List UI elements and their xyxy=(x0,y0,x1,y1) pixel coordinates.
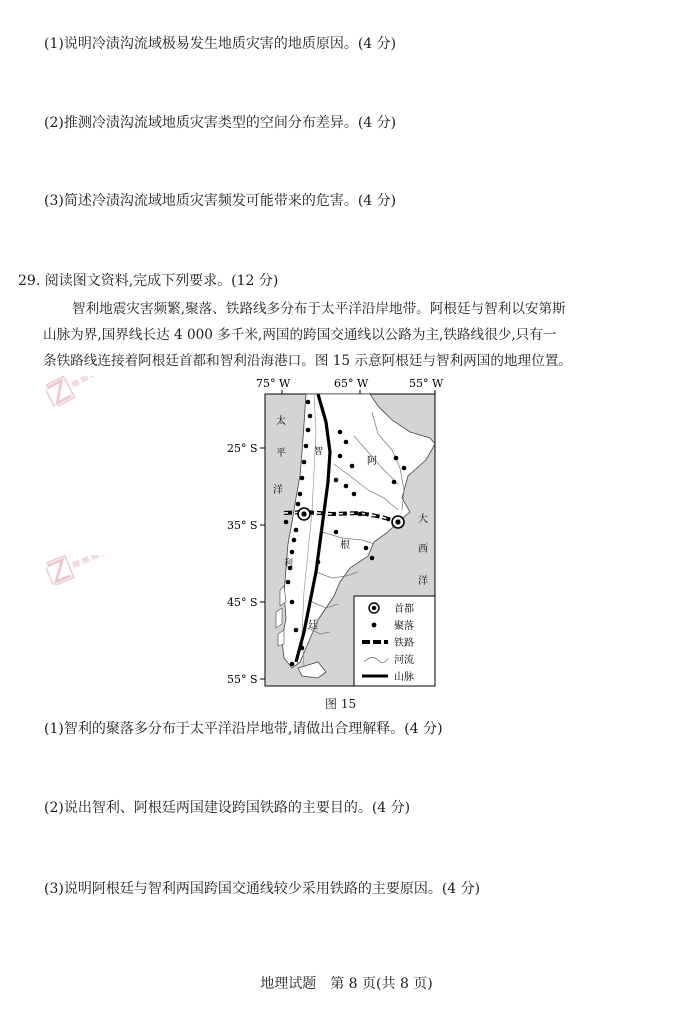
watermark-logo-icon xyxy=(46,555,146,585)
legend-railway-label: 铁路 xyxy=(394,638,414,649)
atlantic-char-2: 西 xyxy=(418,544,428,555)
watermark-logo-icon xyxy=(46,376,136,406)
atlantic-char-1: 大 xyxy=(418,514,428,525)
q29-paragraph-line-3: 条铁路线连接着阿根廷首都和智利沿海港口。图 15 示意阿根廷与智利两国的地理位置。 xyxy=(43,353,572,369)
legend-mountain-label: 山脉 xyxy=(394,672,414,683)
page-footer: 地理试题 第 8 页(共 8 页) xyxy=(260,976,433,992)
argentina-char-3: 廷 xyxy=(308,620,318,631)
lon-label-65w: 65° W xyxy=(334,377,369,390)
figure-caption: 图 15 xyxy=(325,697,357,711)
legend-river-label: 河流 xyxy=(394,655,414,666)
legend-settlement-label: 聚落 xyxy=(394,621,414,632)
lat-label-35s: 35° S xyxy=(227,519,258,532)
pacific-char-1: 太 xyxy=(276,416,286,427)
lat-label-25s: 25° S xyxy=(227,442,258,455)
chile-char-2: 利 xyxy=(284,559,294,569)
q29-sub-question-3: (3)说明阿根廷与智利两国跨国交通线较少采用铁路的主要原因。(4 分) xyxy=(44,881,481,897)
question-3: (3)简述冷渍沟流域地质灾害频发可能带来的危害。(4 分) xyxy=(44,193,397,209)
atlantic-char-3: 洋 xyxy=(418,576,428,587)
q29-paragraph-line-1: 智利地震灾害频繁,聚落、铁路线多分布于太平洋沿岸地带。阿根廷与智利以安第斯 xyxy=(72,301,566,317)
pacific-char-2: 平 xyxy=(276,448,286,459)
lat-label-45s: 45° S xyxy=(227,596,258,609)
chile-char-1: 智 xyxy=(314,447,324,457)
map-figure-15 xyxy=(222,372,454,694)
q29-sub-question-2: (2)说出智利、阿根廷两国建设跨国铁路的主要目的。(4 分) xyxy=(44,800,411,816)
lon-label-75w: 75° W xyxy=(256,377,291,390)
question-2: (2)推测冷渍沟流域地质灾害类型的空间分布差异。(4 分) xyxy=(44,115,397,131)
capital-santiago xyxy=(298,508,310,520)
pacific-char-3: 洋 xyxy=(273,485,283,496)
question-29-heading: 29. 阅读图文资料,完成下列要求。(12 分) xyxy=(18,273,279,289)
q29-paragraph-line-2: 山脉为界,国界线长达 4 000 多千米,两国的跨国交通线以公路为主,铁路线很少,只有一 xyxy=(43,327,557,343)
question-1: (1)说明冷渍沟流域极易发生地质灾害的地质原因。(4 分) xyxy=(44,36,397,52)
map-legend xyxy=(354,596,435,686)
capital-buenos-aires xyxy=(392,516,404,528)
legend-capital-label: 首都 xyxy=(394,604,414,615)
argentina-char-2: 根 xyxy=(340,540,350,551)
argentina-char-1: 阿 xyxy=(367,456,377,467)
lat-label-55s: 55° S xyxy=(227,673,258,686)
q29-sub-question-1: (1)智利的聚落多分布于太平洋沿岸地带,请做出合理解释。(4 分) xyxy=(44,721,443,737)
lon-label-55w: 55° W xyxy=(409,377,444,390)
legend-settlement-icon xyxy=(372,623,377,628)
